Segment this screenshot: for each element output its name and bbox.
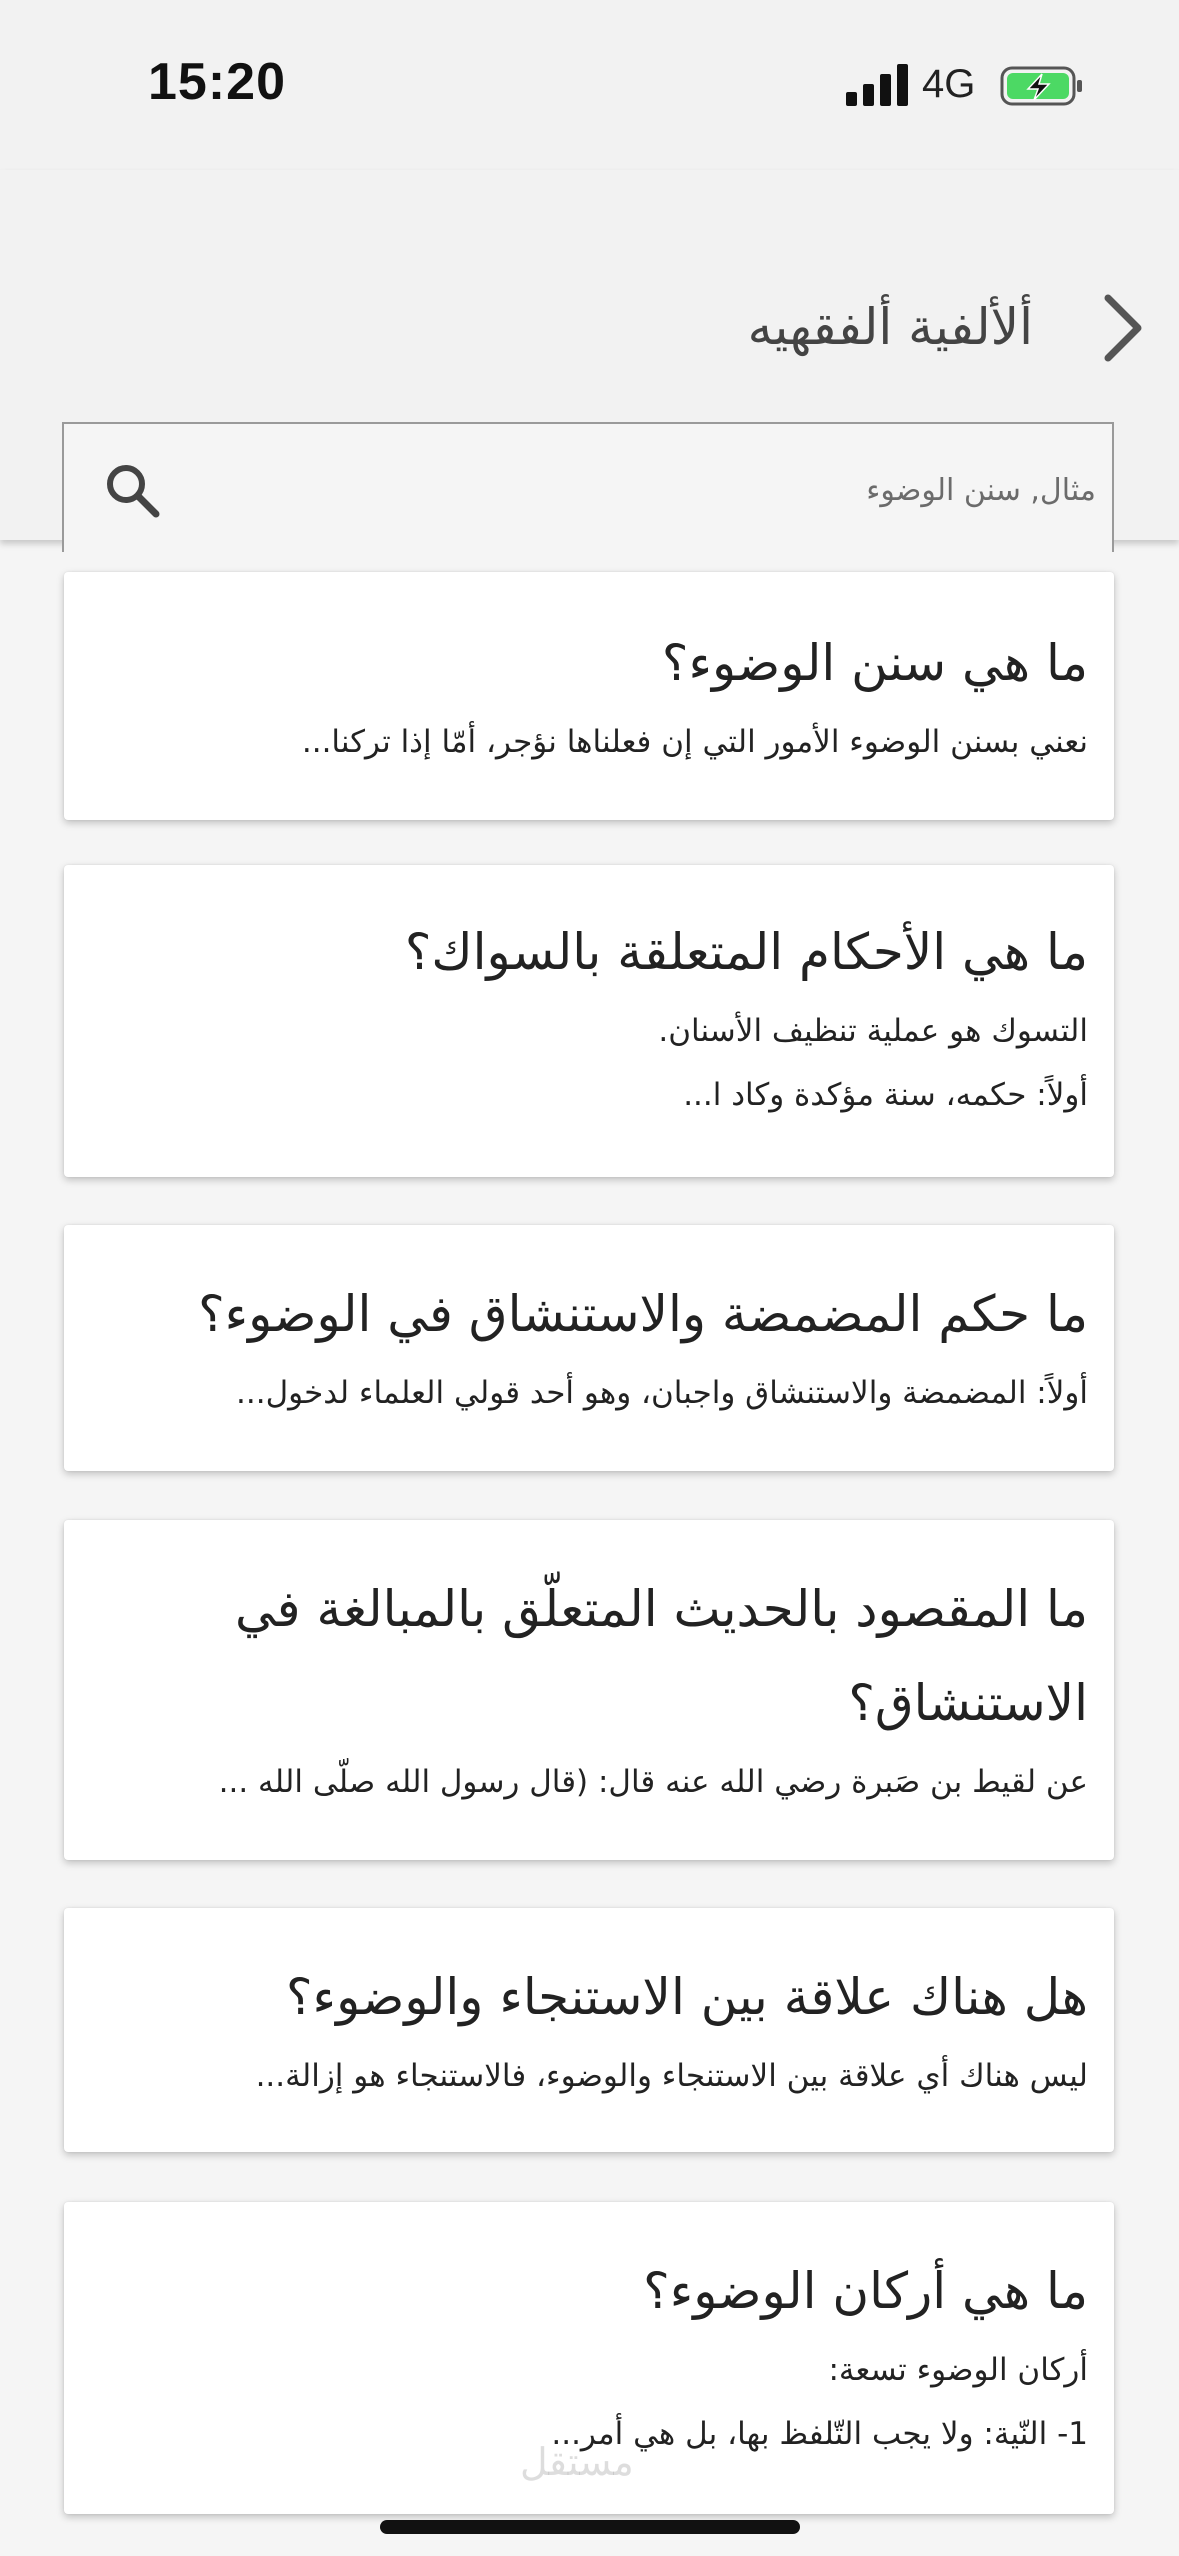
card-title: ما هي سنن الوضوء؟ bbox=[661, 634, 1088, 692]
search-bar[interactable] bbox=[62, 422, 1114, 552]
battery-charging-icon bbox=[1000, 64, 1084, 108]
card-title: ما هي الأحكام المتعلقة بالسواك؟ bbox=[404, 923, 1088, 981]
card-excerpt: أولاً: حكمه، سنة مؤكدة وكاد ا... bbox=[683, 1077, 1088, 1113]
page-title: ألألفية ألفقهيه bbox=[747, 298, 1033, 356]
watermark: مستقل bbox=[520, 2442, 634, 2484]
card-excerpt: أركان الوضوء تسعة: bbox=[828, 2352, 1088, 2388]
status-time: 15:20 bbox=[148, 53, 286, 111]
question-card[interactable] bbox=[64, 865, 1114, 1177]
card-excerpt: أولاً: المضمضة والاستنشاق واجبان، وهو أحد قولي العلماء لدخول... bbox=[236, 1375, 1088, 1411]
question-card[interactable] bbox=[64, 1225, 1114, 1471]
card-title: هل هناك علاقة بين الاستنجاء والوضوء؟ bbox=[286, 1968, 1088, 2026]
home-indicator[interactable] bbox=[380, 2520, 800, 2534]
app-header bbox=[0, 170, 1179, 540]
card-title: ما هي أركان الوضوء؟ bbox=[643, 2262, 1088, 2320]
card-excerpt: ليس هناك أي علاقة بين الاستنجاء والوضوء، فالاستنجاء هو إزالة... bbox=[255, 2058, 1088, 2094]
search-input[interactable] bbox=[174, 464, 1098, 516]
card-title: ما المقصود بالحديث المتعلّق بالمبالغة في الاستنشاق؟ bbox=[234, 1580, 1088, 1732]
question-card[interactable] bbox=[64, 1520, 1114, 1860]
card-excerpt: نعني بسنن الوضوء الأمور التي إن فعلناها نؤجر، أمّا إذا تركنا... bbox=[301, 724, 1088, 760]
card-excerpt: 1- النّية: ولا يجب التّلفظ بها، بل هي أمر... bbox=[551, 2416, 1088, 2452]
network-type: 4G bbox=[922, 62, 976, 106]
status-bar bbox=[0, 0, 1179, 170]
card-title: ما حكم المضمضة والاستنشاق في الوضوء؟ bbox=[198, 1285, 1088, 1343]
card-excerpt: التسوك هو عملية تنظيف الأسنان. bbox=[658, 1013, 1088, 1049]
chevron-right-icon[interactable] bbox=[1098, 290, 1148, 366]
search-icon[interactable] bbox=[102, 460, 162, 520]
cellular-signal-icon bbox=[846, 62, 926, 108]
card-excerpt: عن لقيط بن صَبرة رضي الله عنه قال: (قال رسول الله صلّى الله ... bbox=[218, 1764, 1088, 1800]
question-card[interactable] bbox=[64, 1908, 1114, 2152]
question-card[interactable] bbox=[64, 572, 1114, 820]
